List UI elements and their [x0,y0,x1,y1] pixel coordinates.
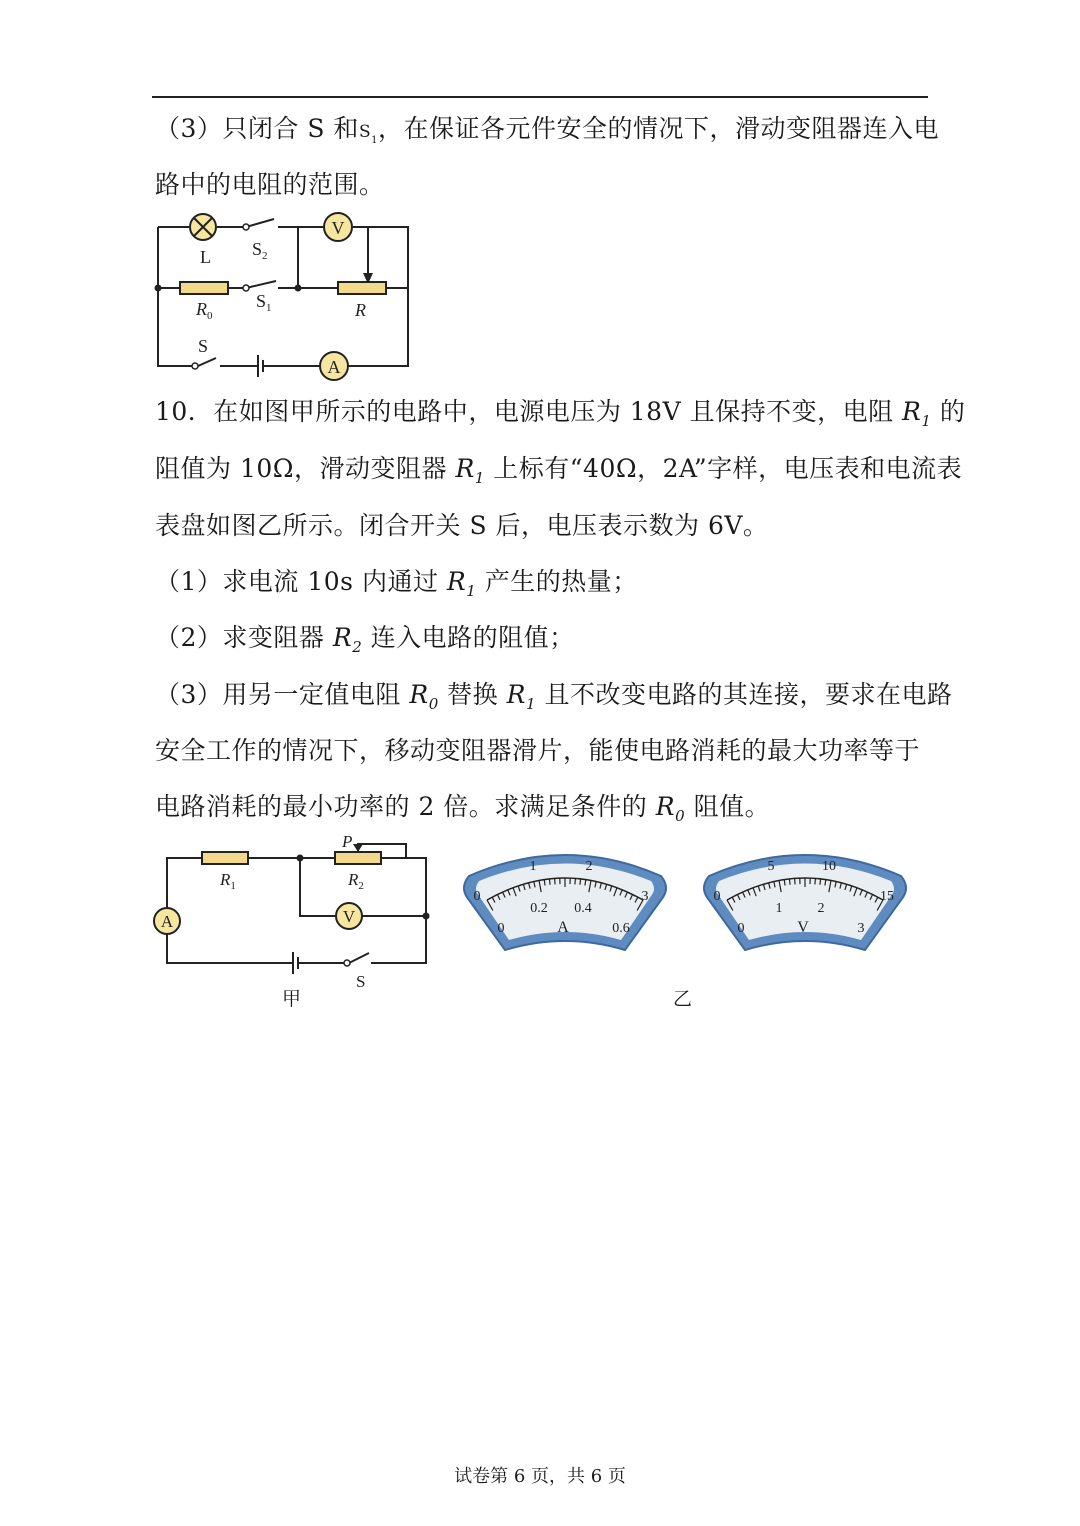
svg-text:0.6: 0.6 [612,921,630,936]
label-r2: $R_2$ [348,870,364,892]
svg-text:V: V [797,919,809,936]
voltmeter-dial [695,848,915,960]
label-r1: $R_1$ [220,870,236,892]
voltmeter-icon [324,213,352,241]
q10-part3-line1: （3）用另一定值电阻 $R_0$ 替换 $R_1$ 且不改变电路的其连接，要求在电路 [155,680,953,713]
q9-part3-line1: （3）只闭合 S 和$S_1$，在保证各元件安全的情况下，滑动变阻器连入电 [155,114,939,146]
svg-text:A: A [327,357,341,377]
svg-text:3: 3 [857,921,865,936]
label-s2: $S_2$ [252,239,268,262]
svg-text:V: V [331,218,345,238]
svg-text:A: A [160,912,174,931]
svg-text:1: 1 [775,901,783,916]
svg-text:2: 2 [585,859,593,874]
lamp-icon [190,214,216,240]
q10-part3-line2: 安全工作的情况下，移动变阻器滑片，能使电路消耗的最大功率等于 [155,736,921,765]
rheostat-r [338,282,386,294]
svg-text:0.4: 0.4 [574,901,592,916]
svg-text:A: A [557,919,569,936]
svg-text:0: 0 [737,921,745,936]
ammeter-icon-2 [154,908,180,934]
label-r: R [355,300,366,320]
q10-line1: 10．在如图甲所示的电路中，电源电压为 18V 且保持不变，电阻 $R_1$ 的 [155,397,966,430]
svg-text:10: 10 [822,859,836,874]
q10-part3-line3: 电路消耗的最小功率的 2 倍。求满足条件的 $R_0$ 阻值。 [155,792,771,825]
q10-part2: （2）求变阻器 $R_2$ 连入电路的阻值； [155,623,575,656]
voltmeter-icon-2 [336,903,362,929]
header-rule [152,96,928,98]
label-r0: $R_0$ [196,299,213,322]
q10-line3: 表盘如图乙所示。闭合开关 S 后，电压表示数为 6V。 [155,511,769,540]
q9-part3-line2: 路中的电阻的范围。 [155,170,385,199]
caption-yi: 乙 [673,988,693,1010]
q10-line2: 阻值为 10Ω，滑动变阻器 $R_1$ 上标有“40Ω，2A”字样，电压表和电流表 [155,454,963,487]
resistor-r0 [180,282,228,294]
svg-text:0: 0 [713,889,721,904]
rheostat-r2 [335,852,381,864]
ammeter-icon [320,352,348,380]
svg-text:0: 0 [497,921,505,936]
slider-p-arrow [353,844,363,852]
svg-text:15: 15 [880,889,894,904]
caption-jia: 甲 [282,988,302,1010]
svg-text:5: 5 [767,859,775,874]
label-lamp: L [200,247,211,267]
svg-text:0.2: 0.2 [530,901,548,916]
label-s1: $S_1$ [256,291,272,314]
resistor-r1 [202,852,248,864]
svg-text:0: 0 [473,889,481,904]
label-p: P [342,832,353,851]
svg-text:3: 3 [641,889,649,904]
ammeter-dial [455,848,675,960]
svg-text:V: V [342,907,356,926]
svg-text:1: 1 [529,859,537,874]
label-s: S [356,972,366,991]
q10-part1: （1）求电流 10s 内通过 $R_1$ 产生的热量； [155,567,638,600]
circuit-diagram-1 [148,205,418,385]
svg-text:2: 2 [817,901,825,916]
circuit-diagram-2 [150,830,440,991]
label-s: S [198,336,209,356]
page-footer: 试卷第 6 页，共 6 页 [454,1466,626,1487]
